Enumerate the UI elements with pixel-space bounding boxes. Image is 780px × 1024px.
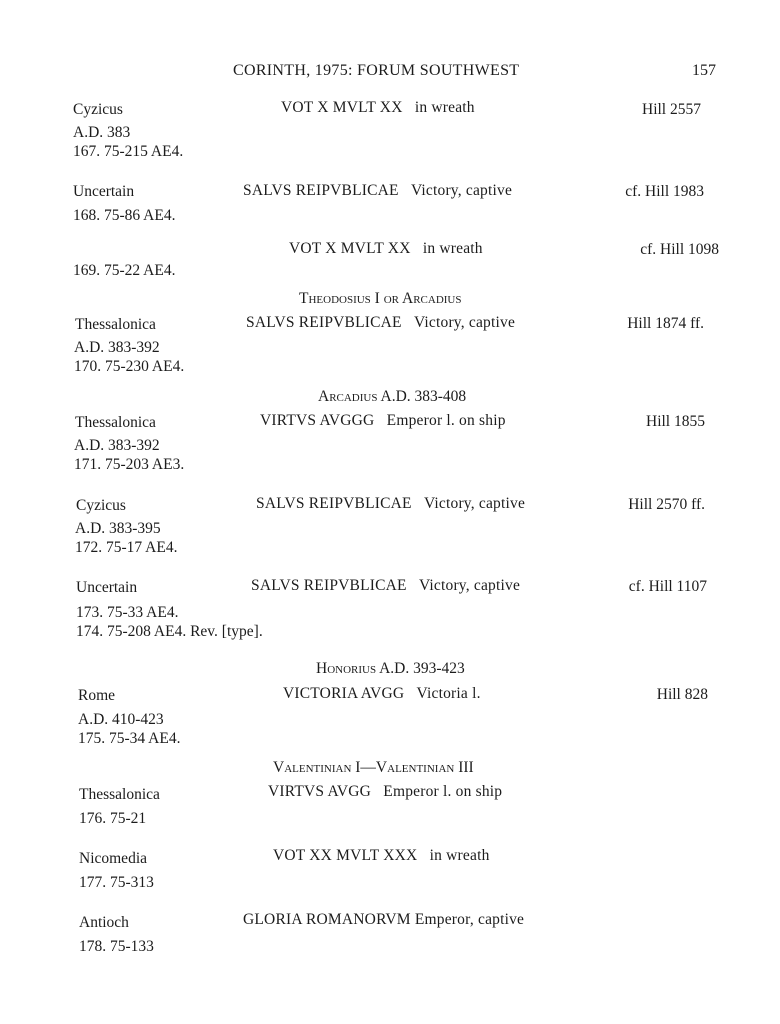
coin-legend: SALVS REIPVBLICAE bbox=[246, 314, 402, 331]
mint-date: A.D. 383 bbox=[73, 124, 131, 141]
coin-legend: SALVS REIPVBLICAE bbox=[251, 577, 407, 594]
running-header-title: CORINTH, 1975: FORUM SOUTHWEST bbox=[233, 62, 520, 79]
mint-date: A.D. 410-423 bbox=[78, 711, 164, 728]
mint-date: A.D. 383-392 bbox=[74, 437, 160, 454]
catalog-reference: Hill 1874 ff. bbox=[627, 315, 704, 332]
coin-legend: SALVS REIPVBLICAE bbox=[256, 495, 412, 512]
section-heading: Arcadius A.D. 383-408 bbox=[318, 388, 467, 405]
mint-name: Cyzicus bbox=[73, 101, 123, 118]
mint-name: Thessalonica bbox=[75, 414, 156, 431]
mint-name: Nicomedia bbox=[79, 850, 148, 867]
coin-reverse bbox=[251, 577, 520, 595]
catalog-reference: Hill 2570 ff. bbox=[628, 496, 705, 513]
coin-type: Victoria l. bbox=[416, 685, 481, 702]
mint-name: Thessalonica bbox=[75, 316, 156, 333]
coin-type: Victory, captive bbox=[410, 182, 513, 199]
catalog-item: 175. 75-34 AE4. bbox=[78, 730, 181, 747]
mint-name: Antioch bbox=[79, 914, 129, 931]
coin-reverse bbox=[243, 182, 512, 200]
catalog-item: 168. 75-86 AE4. bbox=[73, 207, 176, 224]
coin-reverse bbox=[289, 240, 483, 258]
catalog-item: 176. 75-21 bbox=[79, 810, 147, 827]
coin-type: in wreath bbox=[429, 847, 490, 864]
coin-reverse bbox=[260, 412, 506, 430]
catalog-reference: Hill 828 bbox=[656, 686, 708, 703]
mint-name: Rome bbox=[78, 687, 116, 704]
coin-legend: GLORIA ROMANORVM bbox=[243, 911, 411, 928]
coin-type: Emperor l. on ship bbox=[386, 412, 506, 429]
coin-legend: VICTORIA AVGG bbox=[283, 685, 405, 702]
coin-legend: VOT X MVLT XX bbox=[281, 99, 403, 116]
catalog-item: 169. 75-22 AE4. bbox=[73, 262, 176, 279]
coin-legend: VOT X MVLT XX bbox=[289, 240, 411, 257]
coin-type: in wreath bbox=[422, 240, 483, 257]
coin-legend: VIRTVS AVGGG bbox=[260, 412, 375, 429]
coin-reverse bbox=[268, 783, 502, 801]
mint-name: Cyzicus bbox=[76, 497, 126, 514]
mint-date: A.D. 383-395 bbox=[75, 520, 161, 537]
page-number: 157 bbox=[692, 62, 716, 79]
catalog-reference: Hill 1855 bbox=[646, 413, 705, 430]
mint-name: Thessalonica bbox=[79, 786, 160, 803]
catalog-item: 170. 75-230 AE4. bbox=[74, 358, 185, 375]
mint-date: A.D. 383-392 bbox=[74, 339, 160, 356]
coin-type: Victory, captive bbox=[413, 314, 516, 331]
section-heading: Theodosius I or Arcadius bbox=[299, 290, 462, 307]
catalog-reference: cf. Hill 1107 bbox=[628, 578, 707, 595]
coin-legend: SALVS REIPVBLICAE bbox=[243, 182, 399, 199]
catalog-item: 171. 75-203 AE3. bbox=[74, 456, 185, 473]
coin-reverse bbox=[283, 685, 481, 703]
mint-name: Uncertain bbox=[73, 183, 135, 200]
coin-reverse bbox=[273, 847, 490, 865]
coin-type: in wreath bbox=[414, 99, 475, 116]
mint-name: Uncertain bbox=[76, 579, 138, 596]
catalog-item: 173. 75-33 AE4. bbox=[76, 604, 179, 621]
section-heading: Honorius A.D. 393-423 bbox=[316, 660, 465, 677]
coin-type: Victory, captive bbox=[418, 577, 521, 594]
catalog-reference: cf. Hill 1983 bbox=[625, 183, 704, 200]
coin-reverse bbox=[256, 495, 525, 513]
catalog-item: 167. 75-215 AE4. bbox=[73, 143, 184, 160]
coin-type: Victory, captive bbox=[423, 495, 526, 512]
coin-type: Emperor, captive bbox=[414, 911, 525, 928]
catalog-reference: Hill 2557 bbox=[642, 101, 701, 118]
coin-reverse bbox=[246, 314, 515, 332]
catalog-reference: cf. Hill 1098 bbox=[640, 241, 719, 258]
catalog-item: 177. 75-313 bbox=[79, 874, 154, 891]
catalog-item: 178. 75-133 bbox=[79, 938, 154, 955]
coin-reverse bbox=[281, 99, 475, 117]
coin-type: Emperor l. on ship bbox=[383, 783, 503, 800]
catalog-item: 172. 75-17 AE4. bbox=[75, 539, 178, 556]
coin-legend: VIRTVS AVGG bbox=[268, 783, 372, 800]
coin-reverse bbox=[243, 911, 524, 929]
section-heading: Valentinian I—Valentinian III bbox=[273, 759, 474, 776]
catalog-item: 174. 75-208 AE4. Rev. [type]. bbox=[76, 623, 263, 640]
coin-legend: VOT XX MVLT XXX bbox=[273, 847, 418, 864]
